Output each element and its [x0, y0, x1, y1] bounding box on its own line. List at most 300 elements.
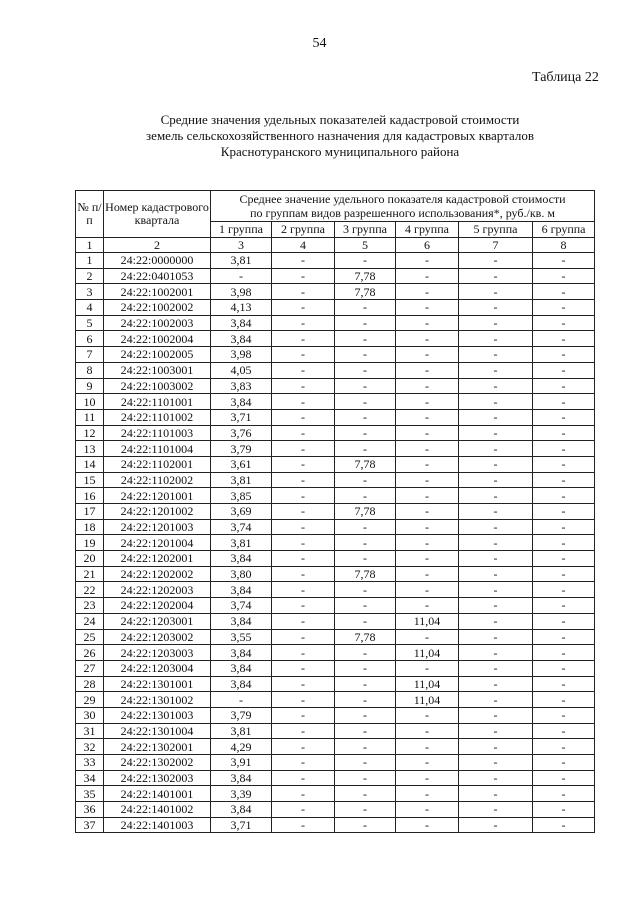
group-4-value: - — [396, 660, 459, 676]
table-row — [76, 504, 595, 520]
group-3-value: 7,78 — [335, 566, 396, 582]
group-6-value: - — [533, 770, 595, 786]
table-row — [76, 755, 595, 771]
group-1-value: 4,29 — [211, 739, 272, 755]
table-row — [76, 409, 595, 425]
group-6-value: - — [533, 707, 595, 723]
group-4-value: - — [396, 362, 459, 378]
cadastral-number: 24:22:1401001 — [104, 786, 211, 802]
cadastral-number: 24:22:1201004 — [104, 535, 211, 551]
header-row — [76, 191, 595, 222]
group-6-value: - — [533, 425, 595, 441]
title-line: Краснотуранского муниципального района — [220, 144, 460, 159]
group-2-value: - — [272, 441, 335, 457]
group-3-value: - — [335, 472, 396, 488]
group-5-value: - — [459, 692, 533, 708]
group-2-value: - — [272, 362, 335, 378]
column-number: 3 — [211, 238, 272, 253]
row-number: 30 — [76, 707, 104, 723]
row-number: 37 — [76, 817, 104, 833]
group-3-value: - — [335, 755, 396, 771]
table-row — [76, 645, 595, 661]
table-row — [76, 786, 595, 802]
group-1-value: - — [211, 692, 272, 708]
group-5-value: - — [459, 456, 533, 472]
group-3-value: - — [335, 347, 396, 363]
group-4-value: - — [396, 739, 459, 755]
table-row — [76, 582, 595, 598]
group-6-value: - — [533, 488, 595, 504]
group-2-value: - — [272, 676, 335, 692]
group-1-value: 3,84 — [211, 394, 272, 410]
group-2-value: - — [272, 802, 335, 818]
table-row — [76, 425, 595, 441]
cadastral-number: 24:22:1202001 — [104, 551, 211, 567]
row-number: 2 — [76, 268, 104, 284]
row-number: 16 — [76, 488, 104, 504]
table-row — [76, 284, 595, 300]
cadastral-number: 24:22:1203004 — [104, 660, 211, 676]
group-2-value: - — [272, 739, 335, 755]
group-5-value: - — [459, 598, 533, 614]
cadastral-number: 24:22:1301004 — [104, 723, 211, 739]
group-4-value: - — [396, 770, 459, 786]
group-6-value: - — [533, 535, 595, 551]
group-5-value: - — [459, 660, 533, 676]
group-5-value: - — [459, 535, 533, 551]
group-6-value: - — [533, 660, 595, 676]
cadastral-number: 24:22:1002004 — [104, 331, 211, 347]
group-2-value: - — [272, 629, 335, 645]
group-2-value: - — [272, 253, 335, 269]
group-4-value: - — [396, 566, 459, 582]
row-number: 24 — [76, 613, 104, 629]
table-row — [76, 488, 595, 504]
row-number: 5 — [76, 315, 104, 331]
group-1-value: 3,83 — [211, 378, 272, 394]
group-4-value: - — [396, 425, 459, 441]
column-header-group: 4 группа — [396, 222, 459, 238]
cadastral-number: 24:22:1003002 — [104, 378, 211, 394]
group-1-value: 3,71 — [211, 817, 272, 833]
group-1-value: 3,79 — [211, 441, 272, 457]
group-5-value: - — [459, 504, 533, 520]
group-4-value: - — [396, 488, 459, 504]
cadastral-number: 24:22:1101002 — [104, 409, 211, 425]
table-row — [76, 315, 595, 331]
group-2-value: - — [272, 347, 335, 363]
cadastral-number: 24:22:1201003 — [104, 519, 211, 535]
cadastral-number: 24:22:1002001 — [104, 284, 211, 300]
group-6-value: - — [533, 441, 595, 457]
table-row — [76, 394, 595, 410]
group-3-value: - — [335, 645, 396, 661]
cadastral-number: 24:22:1302002 — [104, 755, 211, 771]
group-1-value: 4,13 — [211, 300, 272, 316]
group-6-value: - — [533, 676, 595, 692]
column-header-number: № п/п — [76, 191, 104, 238]
group-5-value: - — [459, 425, 533, 441]
group-5-value: - — [459, 707, 533, 723]
group-6-value: - — [533, 315, 595, 331]
group-4-value: - — [396, 284, 459, 300]
cadastral-number: 24:22:1302003 — [104, 770, 211, 786]
document-title — [60, 112, 620, 160]
group-4-value: - — [396, 786, 459, 802]
group-5-value: - — [459, 362, 533, 378]
cadastral-number: 24:22:1301001 — [104, 676, 211, 692]
group-3-value: 7,78 — [335, 629, 396, 645]
table-row — [76, 676, 595, 692]
title-line: Средние значения удельных показателей кадастровой стоимости — [160, 112, 520, 127]
group-6-value: - — [533, 504, 595, 520]
group-5-value: - — [459, 441, 533, 457]
group-1-value: 3,91 — [211, 755, 272, 771]
group-2-value: - — [272, 582, 335, 598]
cadastral-number: 24:22:1203001 — [104, 613, 211, 629]
group-5-value: - — [459, 739, 533, 755]
group-6-value: - — [533, 817, 595, 833]
group-4-value: - — [396, 707, 459, 723]
row-number: 35 — [76, 786, 104, 802]
group-1-value: 3,81 — [211, 253, 272, 269]
group-6-value: - — [533, 284, 595, 300]
group-4-value: 11,04 — [396, 692, 459, 708]
group-5-value: - — [459, 802, 533, 818]
cadastral-number: 24:22:1101001 — [104, 394, 211, 410]
group-1-value: 3,80 — [211, 566, 272, 582]
group-3-value: - — [335, 362, 396, 378]
group-5-value: - — [459, 268, 533, 284]
cadastral-number: 24:22:1203003 — [104, 645, 211, 661]
group-6-value: - — [533, 692, 595, 708]
cadastral-number: 24:22:1301002 — [104, 692, 211, 708]
table-row — [76, 253, 595, 269]
group-5-value: - — [459, 394, 533, 410]
table-row — [76, 802, 595, 818]
group-4-value: - — [396, 331, 459, 347]
group-5-value: - — [459, 817, 533, 833]
table-row — [76, 598, 595, 614]
cadastral-number: 24:22:1202003 — [104, 582, 211, 598]
group-6-value: - — [533, 409, 595, 425]
group-6-value: - — [533, 519, 595, 535]
group-3-value: - — [335, 394, 396, 410]
table-row — [76, 551, 595, 567]
group-6-value: - — [533, 268, 595, 284]
group-6-value: - — [533, 300, 595, 316]
group-2-value: - — [272, 645, 335, 661]
table-row — [76, 331, 595, 347]
group-6-value: - — [533, 394, 595, 410]
group-5-value: - — [459, 253, 533, 269]
group-4-value: - — [396, 394, 459, 410]
group-2-value: - — [272, 613, 335, 629]
table-row — [76, 707, 595, 723]
group-6-value: - — [533, 456, 595, 472]
table-row — [76, 692, 595, 708]
group-6-value: - — [533, 347, 595, 363]
group-6-value: - — [533, 551, 595, 567]
cadastral-number: 24:22:1101004 — [104, 441, 211, 457]
group-3-value: - — [335, 519, 396, 535]
group-4-value: - — [396, 598, 459, 614]
cadastral-number: 24:22:1002005 — [104, 347, 211, 363]
group-2-value: - — [272, 268, 335, 284]
cadastral-number: 24:22:1201002 — [104, 504, 211, 520]
row-number: 22 — [76, 582, 104, 598]
table-row — [76, 362, 595, 378]
table-row — [76, 817, 595, 833]
cadastral-number: 24:22:0401053 — [104, 268, 211, 284]
group-1-value: 3,84 — [211, 613, 272, 629]
row-number: 7 — [76, 347, 104, 363]
group-3-value: - — [335, 598, 396, 614]
group-1-value: 3,84 — [211, 331, 272, 347]
group-5-value: - — [459, 755, 533, 771]
group-2-value: - — [272, 488, 335, 504]
column-number: 5 — [335, 238, 396, 253]
group-1-value: 3,55 — [211, 629, 272, 645]
group-4-value: - — [396, 723, 459, 739]
group-5-value: - — [459, 629, 533, 645]
group-6-value: - — [533, 802, 595, 818]
row-number: 34 — [76, 770, 104, 786]
group-2-value: - — [272, 566, 335, 582]
row-number: 26 — [76, 645, 104, 661]
row-number: 27 — [76, 660, 104, 676]
group-3-value: - — [335, 692, 396, 708]
group-3-value: - — [335, 723, 396, 739]
group-2-value: - — [272, 504, 335, 520]
table-label: Таблица 22 — [532, 70, 599, 85]
group-2-value: - — [272, 723, 335, 739]
group-2-value: - — [272, 456, 335, 472]
group-1-value: 3,84 — [211, 315, 272, 331]
group-1-value: 3,81 — [211, 472, 272, 488]
table-row — [76, 456, 595, 472]
row-number: 32 — [76, 739, 104, 755]
row-number: 15 — [76, 472, 104, 488]
cadastral-number: 24:22:1101003 — [104, 425, 211, 441]
group-3-value: - — [335, 331, 396, 347]
group-3-value: - — [335, 739, 396, 755]
group-4-value: - — [396, 253, 459, 269]
table-row — [76, 566, 595, 582]
group-4-value: - — [396, 409, 459, 425]
group-2-value: - — [272, 535, 335, 551]
group-3-value: - — [335, 253, 396, 269]
table-row — [76, 268, 595, 284]
cadastral-number: 24:22:1002002 — [104, 300, 211, 316]
group-3-value: - — [335, 786, 396, 802]
group-6-value: - — [533, 786, 595, 802]
cadastral-number: 24:22:0000000 — [104, 253, 211, 269]
row-number: 36 — [76, 802, 104, 818]
column-header-cadastral: Номер кадастрового квартала — [104, 191, 211, 238]
group-4-value: - — [396, 582, 459, 598]
group-1-value: 4,05 — [211, 362, 272, 378]
cadastral-number: 24:22:1102002 — [104, 472, 211, 488]
table-row — [76, 613, 595, 629]
column-header-group-values — [211, 191, 595, 222]
group-4-value: 11,04 — [396, 645, 459, 661]
group-5-value: - — [459, 378, 533, 394]
group-4-value: - — [396, 472, 459, 488]
group-2-value: - — [272, 519, 335, 535]
column-number: 8 — [533, 238, 595, 253]
row-number: 29 — [76, 692, 104, 708]
group-4-value: - — [396, 504, 459, 520]
group-2-value: - — [272, 331, 335, 347]
group-2-value: - — [272, 817, 335, 833]
column-header-group: 5 группа — [459, 222, 533, 238]
group-4-value: - — [396, 315, 459, 331]
group-4-value: - — [396, 347, 459, 363]
row-number: 14 — [76, 456, 104, 472]
group-6-value: - — [533, 362, 595, 378]
group-2-value: - — [272, 300, 335, 316]
group-3-value: - — [335, 582, 396, 598]
group-4-value: - — [396, 378, 459, 394]
table-row — [76, 441, 595, 457]
group-1-value: 3,74 — [211, 519, 272, 535]
group-5-value: - — [459, 645, 533, 661]
table-row — [76, 300, 595, 316]
group-2-value: - — [272, 425, 335, 441]
group-2-value: - — [272, 755, 335, 771]
group-4-value: - — [396, 817, 459, 833]
row-number: 23 — [76, 598, 104, 614]
column-header-group: 6 группа — [533, 222, 595, 238]
group-2-value: - — [272, 409, 335, 425]
row-number: 1 — [76, 253, 104, 269]
group-6-value: - — [533, 331, 595, 347]
group-6-value: - — [533, 472, 595, 488]
row-number: 13 — [76, 441, 104, 457]
group-3-value: - — [335, 551, 396, 567]
group-1-value: 3,84 — [211, 645, 272, 661]
group-3-value: - — [335, 802, 396, 818]
group-6-value: - — [533, 598, 595, 614]
column-number: 4 — [272, 238, 335, 253]
page-number: 54 — [312, 36, 327, 51]
group-5-value: - — [459, 519, 533, 535]
group-1-value: 3,98 — [211, 284, 272, 300]
group-4-value: 11,04 — [396, 676, 459, 692]
row-number: 10 — [76, 394, 104, 410]
cadastral-number: 24:22:1202002 — [104, 566, 211, 582]
group-header-line: Среднее значение удельного показателя кадастровой стоимости — [239, 192, 566, 206]
table-row — [76, 519, 595, 535]
group-5-value: - — [459, 472, 533, 488]
group-4-value: - — [396, 755, 459, 771]
column-number: 2 — [104, 238, 211, 253]
group-3-value: - — [335, 300, 396, 316]
group-1-value: 3,81 — [211, 535, 272, 551]
group-3-value: - — [335, 409, 396, 425]
column-number: 6 — [396, 238, 459, 253]
title-line: земель сельскохозяйственного назначения для кадастровых кварталов — [146, 128, 534, 143]
group-5-value: - — [459, 613, 533, 629]
group-2-value: - — [272, 786, 335, 802]
group-1-value: 3,85 — [211, 488, 272, 504]
group-5-value: - — [459, 723, 533, 739]
row-number: 33 — [76, 755, 104, 771]
group-1-value: 3,69 — [211, 504, 272, 520]
group-1-value: 3,84 — [211, 676, 272, 692]
group-4-value: - — [396, 802, 459, 818]
group-2-value: - — [272, 472, 335, 488]
column-header-group: 3 группа — [335, 222, 396, 238]
row-number: 18 — [76, 519, 104, 535]
group-3-value: - — [335, 613, 396, 629]
group-2-value: - — [272, 315, 335, 331]
column-number: 1 — [76, 238, 104, 253]
group-3-value: 7,78 — [335, 268, 396, 284]
cadastral-number: 24:22:1202004 — [104, 598, 211, 614]
group-4-value: - — [396, 535, 459, 551]
table-row — [76, 535, 595, 551]
group-6-value: - — [533, 566, 595, 582]
row-number: 11 — [76, 409, 104, 425]
group-3-value: - — [335, 425, 396, 441]
group-3-value: - — [335, 817, 396, 833]
group-1-value: 3,81 — [211, 723, 272, 739]
row-number: 19 — [76, 535, 104, 551]
table-row — [76, 378, 595, 394]
table-row — [76, 347, 595, 363]
group-5-value: - — [459, 582, 533, 598]
row-number: 20 — [76, 551, 104, 567]
group-1-value: - — [211, 268, 272, 284]
cadastral-number: 24:22:1302001 — [104, 739, 211, 755]
cadastral-number: 24:22:1002003 — [104, 315, 211, 331]
group-2-value: - — [272, 378, 335, 394]
column-header-group: 1 группа — [211, 222, 272, 238]
group-2-value: - — [272, 707, 335, 723]
cadastral-values-table — [75, 190, 595, 833]
group-5-value: - — [459, 488, 533, 504]
group-3-value: 7,78 — [335, 284, 396, 300]
group-6-value: - — [533, 723, 595, 739]
row-number: 25 — [76, 629, 104, 645]
table-row — [76, 660, 595, 676]
table-row — [76, 739, 595, 755]
cadastral-number: 24:22:1203002 — [104, 629, 211, 645]
group-3-value: - — [335, 315, 396, 331]
group-3-value: - — [335, 488, 396, 504]
table-row — [76, 723, 595, 739]
group-6-value: - — [533, 739, 595, 755]
row-number: 3 — [76, 284, 104, 300]
group-1-value: 3,84 — [211, 770, 272, 786]
row-number: 21 — [76, 566, 104, 582]
group-5-value: - — [459, 566, 533, 582]
group-2-value: - — [272, 692, 335, 708]
group-3-value: - — [335, 707, 396, 723]
group-5-value: - — [459, 284, 533, 300]
group-4-value: - — [396, 629, 459, 645]
column-header-group: 2 группа — [272, 222, 335, 238]
row-number: 4 — [76, 300, 104, 316]
group-4-value: - — [396, 300, 459, 316]
group-6-value: - — [533, 378, 595, 394]
group-3-value: - — [335, 378, 396, 394]
group-3-value: 7,78 — [335, 456, 396, 472]
group-3-value: - — [335, 676, 396, 692]
cadastral-number: 24:22:1401003 — [104, 817, 211, 833]
